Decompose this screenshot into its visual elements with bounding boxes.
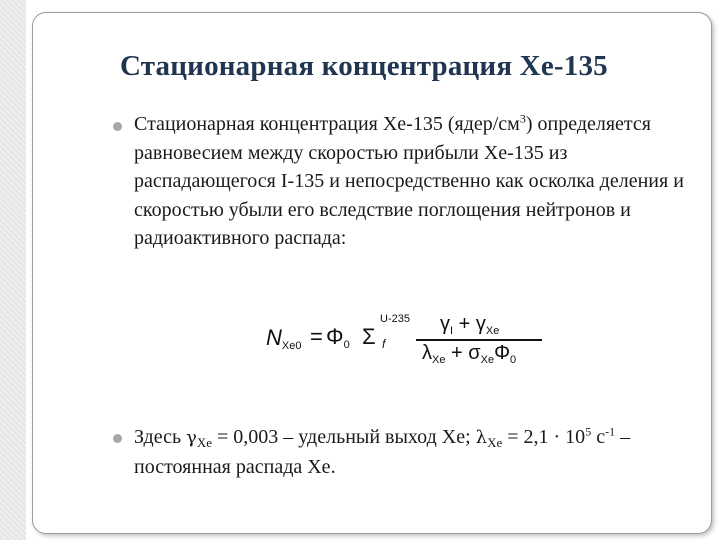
paragraph-definition: [134, 110, 694, 253]
formula-sigma: Σ: [362, 324, 376, 349]
paragraph-text: = 0,003 – удельный выход Xe;: [212, 426, 476, 448]
paragraph-text: Здесь: [134, 426, 187, 448]
subscript: Xe: [487, 435, 503, 450]
equilibrium-formula: [266, 305, 556, 375]
formula-n: $N_{Xe0}$: [266, 325, 302, 352]
formula-equals: =: [310, 324, 323, 349]
formula-sigma-sup: U-235: [380, 313, 410, 325]
formula-numerator: $\gamma_I + \gamma_{Xe}$: [440, 313, 500, 337]
fraction-bar: [416, 339, 542, 341]
formula-sigma-sub: f: [382, 337, 386, 351]
paragraph-text: ) определяется равновесием между скоростью прибыли Xe-135 из распадающегося I-135 и непосредственно как осколка деления и скоростью убыли его вследствие поглощения нейтронов и радиоактивного распада:: [134, 113, 684, 249]
superscript: 3: [519, 111, 526, 126]
paragraph-text: – постоянная распада Xe.: [134, 426, 631, 478]
paragraph-text: Стационарная концентрация Xe-135 (ядер/см: [134, 113, 520, 135]
decorative-left-band: [0, 0, 26, 540]
bullet-icon: [113, 122, 122, 131]
superscript: 5: [585, 424, 592, 439]
slide-title: Стационарная концентрация Xe-135: [120, 50, 608, 82]
paragraph-text: = 2,1 · 10: [502, 426, 586, 448]
gamma-symbol: γ: [186, 427, 197, 448]
paragraph-constants: [134, 423, 694, 481]
superscript: -1: [605, 424, 616, 439]
paragraph-text: с: [591, 426, 606, 448]
formula-phi: Φ0: [326, 324, 350, 351]
lambda-symbol: λ: [475, 427, 488, 448]
subscript: Xe: [196, 435, 213, 450]
bullet-icon: [113, 434, 122, 443]
formula-denominator: $\lambda_{Xe} + \sigma_{Xe}\Phi_0$: [422, 342, 517, 366]
